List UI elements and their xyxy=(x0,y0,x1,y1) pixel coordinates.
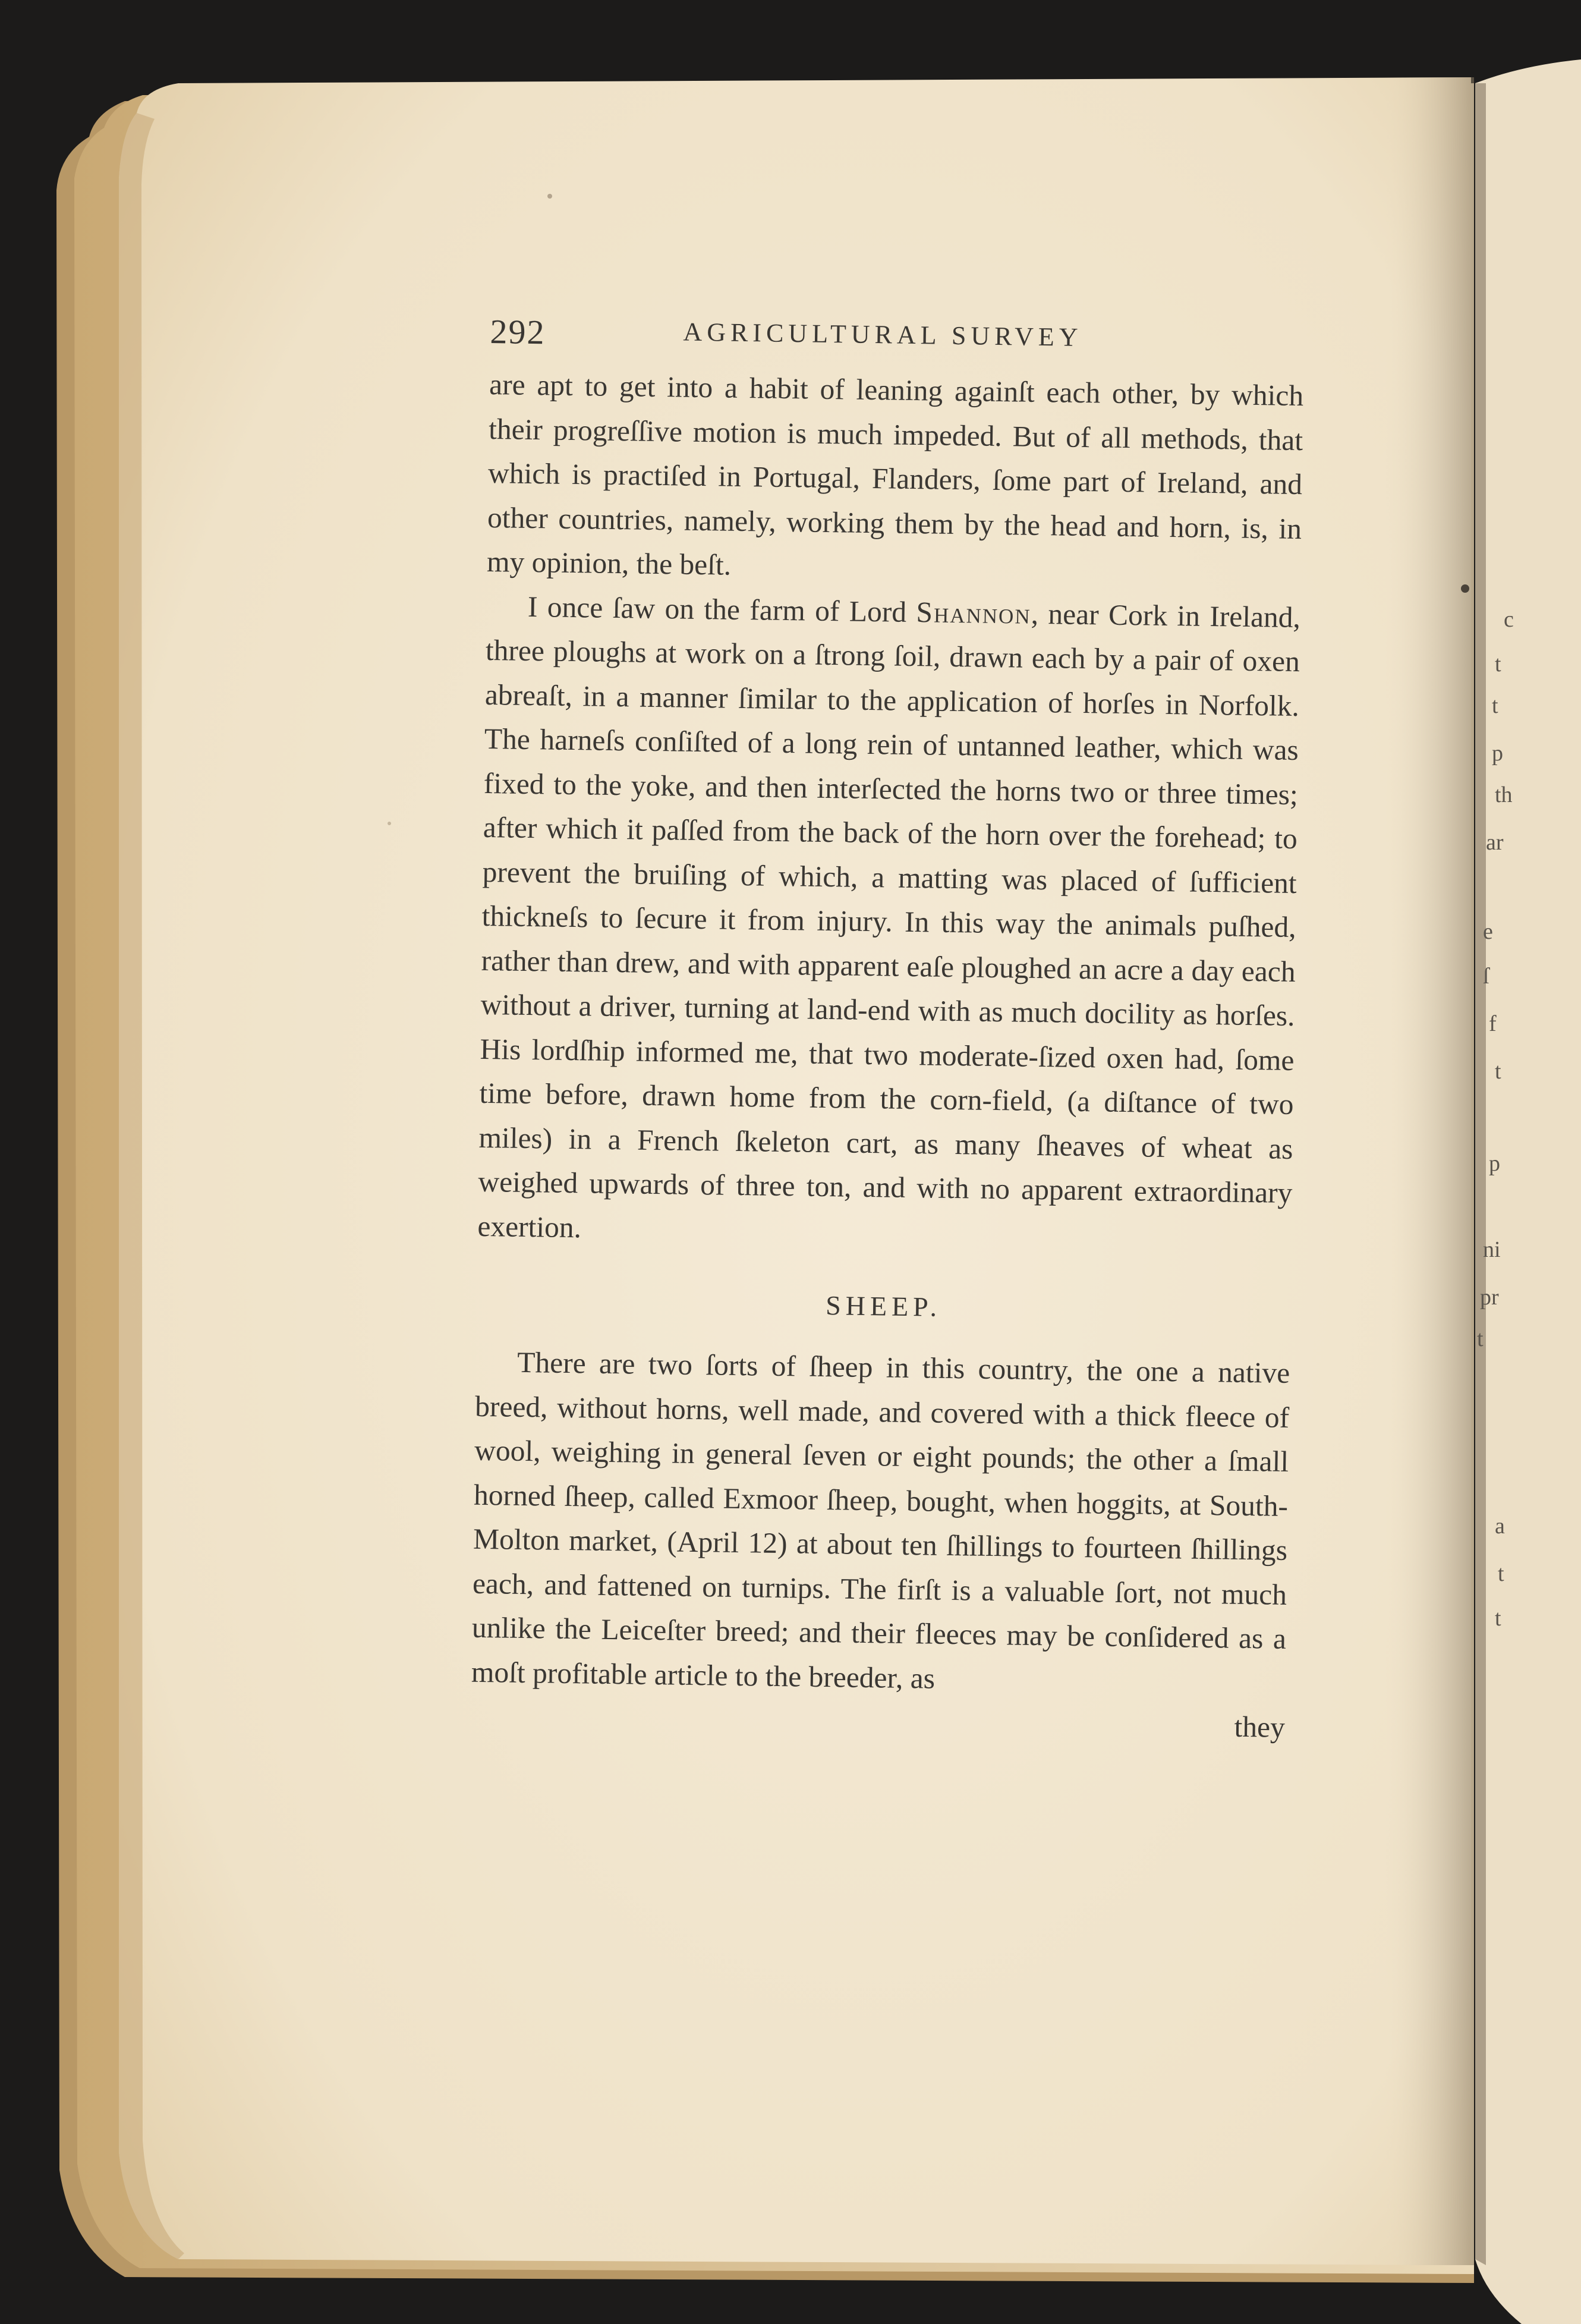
page-text-block xyxy=(470,309,1304,1750)
paragraph-lord-shannon-part-b: , near Cork in Ireland, three ploughs at work on a ſtrong ſoil, drawn each by a pair of oxen abreaſt, in a manner ſimilar to the application of horſes in Norfolk. The harneſs conſiſted of a long rein of untanned leather, which was fixed to the yoke, and then interſected the horns two or three times; after which it paſſed from the back of the horn over the forehead; to prevent the bruiſing of which, a matting was placed of ſufficient thickneſs to ſecure it from injury. In this way the animals puſhed, rather than drew, and with apparent eaſe ploughed an acre a day each without a driver, turning at land-end with as much docility as horſes. His lordſhip informed me, that two moderate-ſized oxen had, ſome time before, drawn home from the corn-field, (a diſtance of two miles) in a French ſkeleton cart, as many ſheaves of wheat as weighed upwards of three ton, and with no apparent extraordinary exertion. xyxy=(477,597,1301,1244)
paragraph-oxen-harness: are apt to get into a habit of leaning againſt each other, by which their progreſſive motion is much impeded. But of all methods, that which is practiſed in Portugal, Flanders, ſome part of Ireland, and other countries, namely, working them by the head and horn, is, in my opinion, the beſt. xyxy=(486,367,1304,581)
opposite-page-fragment: pr xyxy=(1480,1285,1499,1310)
opposite-page-fragment: ſ xyxy=(1483,964,1489,989)
opposite-page-fragment: t xyxy=(1498,1561,1504,1586)
opposite-page-fragment: t xyxy=(1477,1326,1484,1351)
opposite-page-fragment: t xyxy=(1495,1606,1501,1631)
opposite-page-fragment: p xyxy=(1492,741,1503,766)
opposite-page-fragment: t xyxy=(1495,1059,1501,1084)
opposite-page-fragment: ar xyxy=(1486,830,1504,855)
opposite-page-fragment: a xyxy=(1495,1514,1505,1539)
opposite-page-fragment: c xyxy=(1504,607,1514,632)
paragraph-lord-shannon-part-a: I once ſaw on the farm of Lord xyxy=(527,590,917,628)
running-head: AGRICULTURAL SURVEY xyxy=(683,317,1083,352)
page-header xyxy=(490,309,1305,374)
person-name-shannon: Shannon xyxy=(916,595,1032,630)
opposite-page-fragment: t xyxy=(1492,693,1498,718)
section-heading-sheep: SHEEP. xyxy=(825,1290,942,1322)
opposite-page-fragment: ni xyxy=(1483,1237,1501,1262)
paragraph-lord-shannon xyxy=(477,584,1300,1260)
page-number: 292 xyxy=(490,312,546,352)
opposite-page-fragment: p xyxy=(1489,1151,1500,1176)
opposite-page-edge-text xyxy=(1471,71,1581,2271)
opposite-page-fragment: f xyxy=(1489,1011,1497,1036)
catchword: they xyxy=(1234,1710,1286,1744)
opposite-page-fragment: th xyxy=(1495,782,1513,807)
opposite-page-fragment: t xyxy=(1495,652,1501,677)
paragraph-sheep: There are two ſorts of ſheep in this country, the one a native breed, without horns, well made, and covered with a thick fleece of wool, weighing in general ſeven or eight pounds; the other a ſmall horned ſheep, called Exmoor ſheep, bought, when hoggits, at South-Molton market, (April 12) at about ten ſhillings to fourteen ſhillings each, and fattened on turnips. The firſt is a valuable ſort, not much unlike the Leiceſter breed; and their fleeces may be conſidered as a moſt profitable article to the breeder, as xyxy=(471,1345,1290,1695)
opposite-page-fragment: e xyxy=(1483,919,1493,944)
